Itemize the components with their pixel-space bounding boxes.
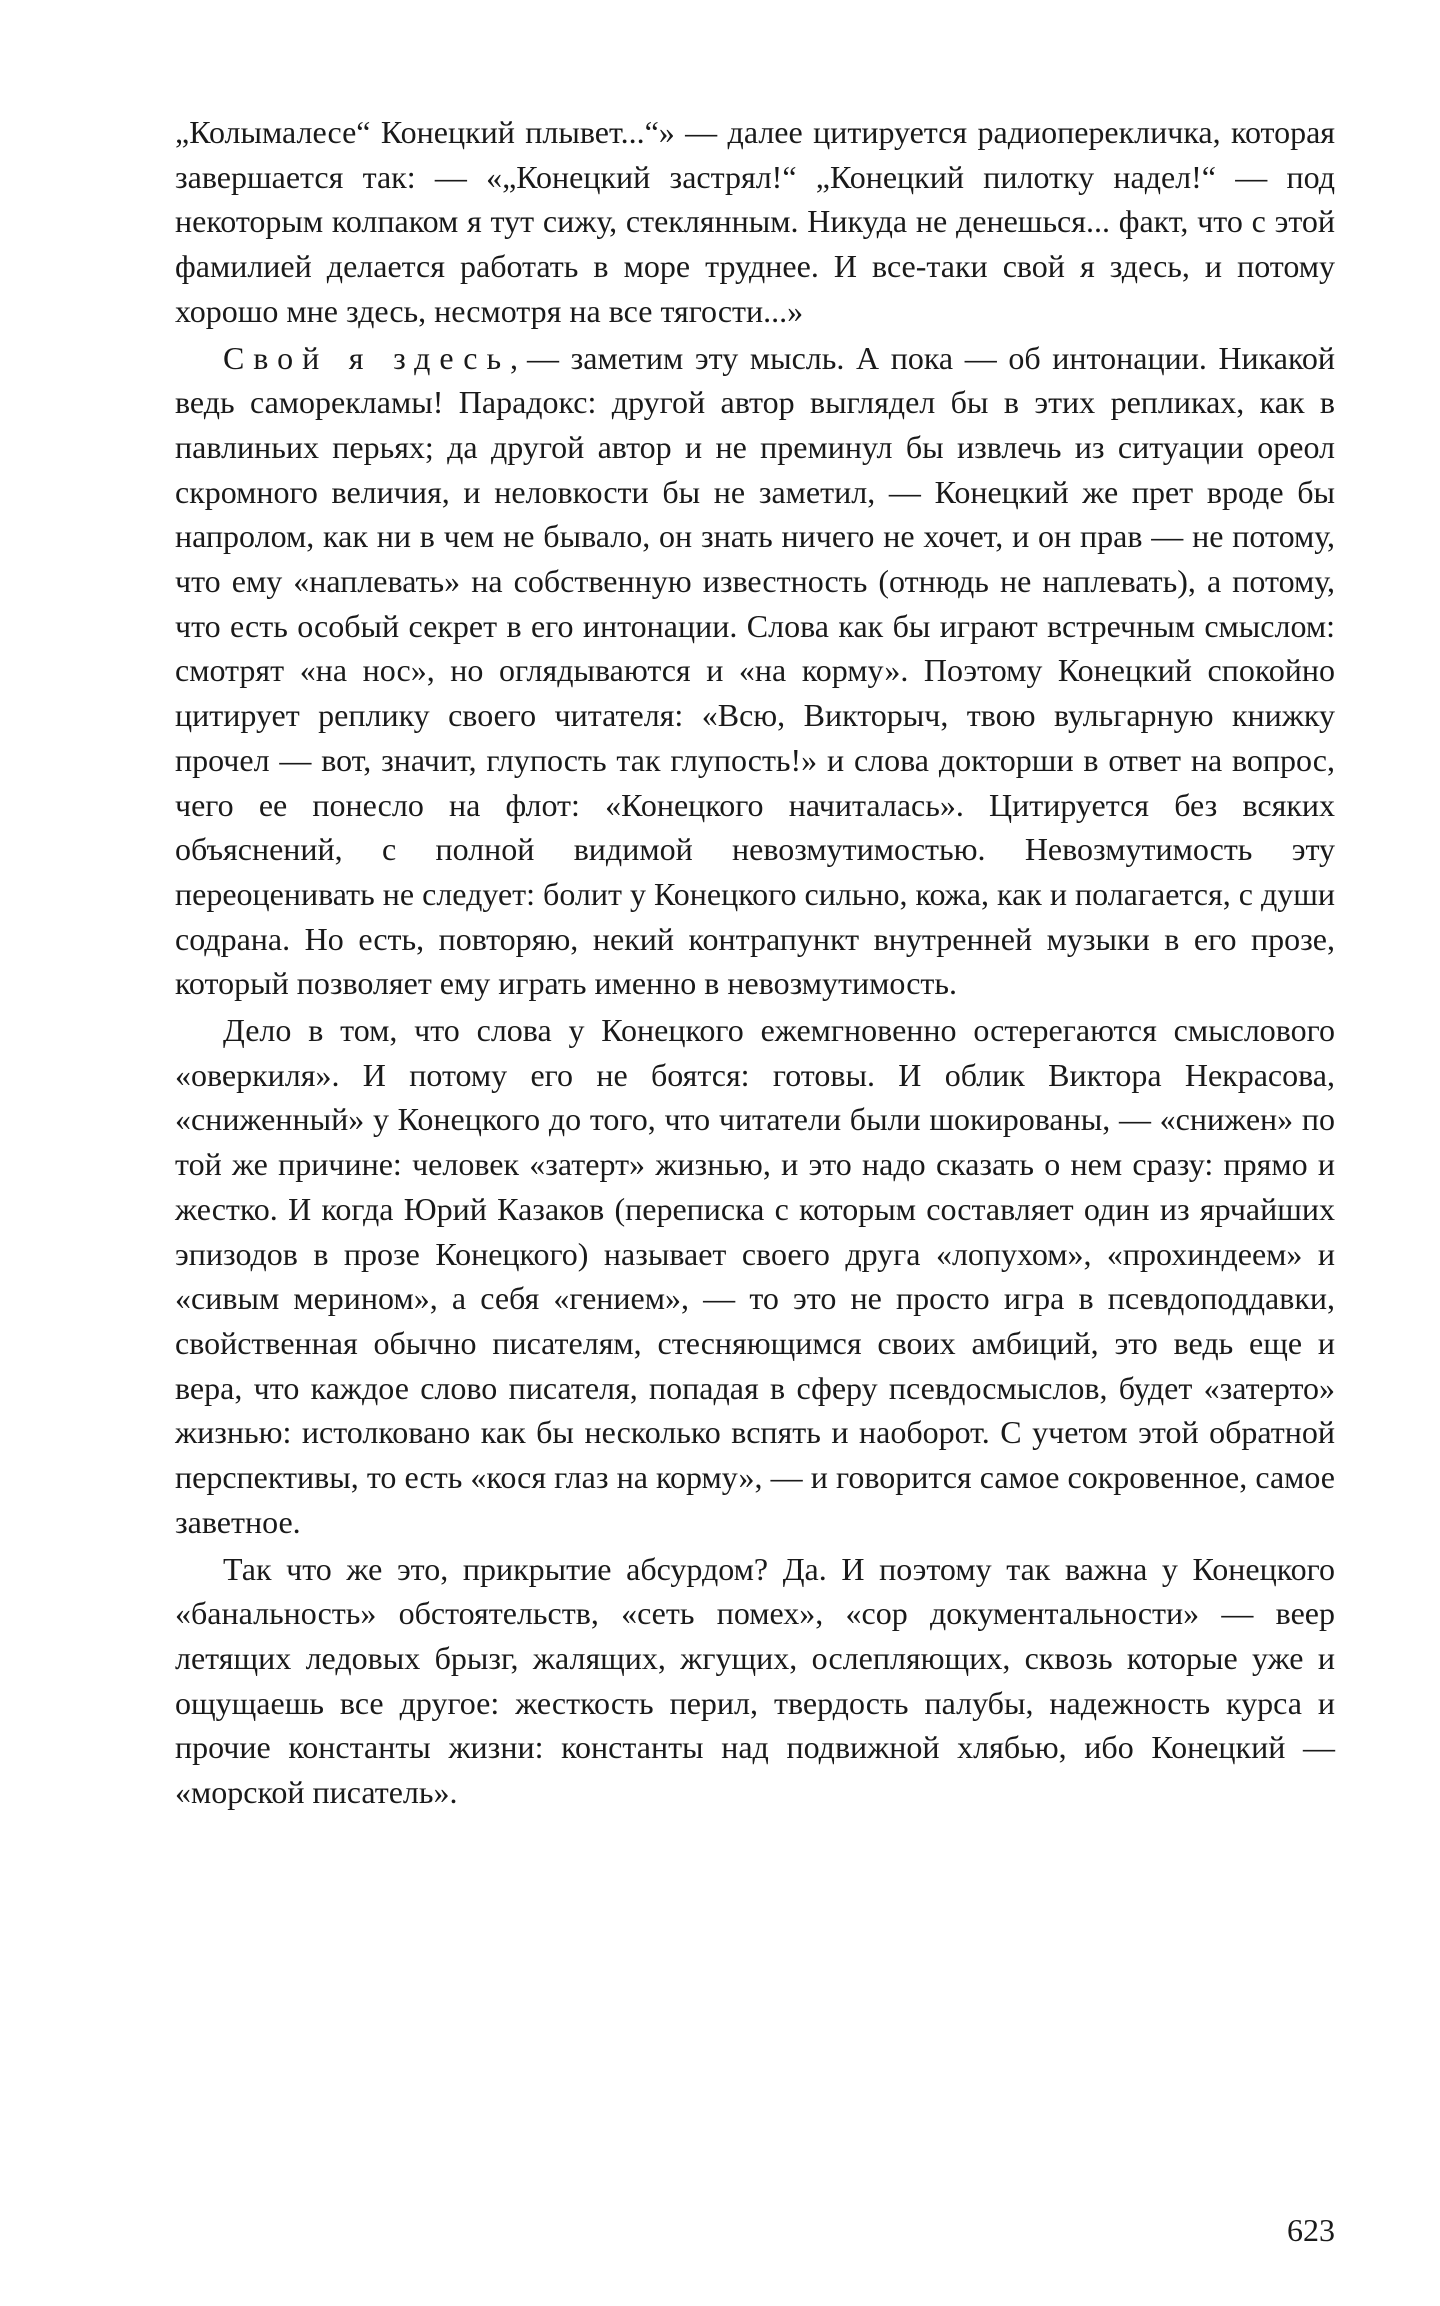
paragraph-1: „Колымалесе“ Конецкий плывет...“» — далее цитируется радиоперекличка, которая завершается так: — «„Конецкий застрял!“ „Конецкий пилотку надел!“ — под некоторым колпаком я тут сижу, стеклянным. Никуда не денешься... факт, что с этой фамилией делается работать в море труднее. И все-таки свой я здесь, и потому хорошо мне здесь, несмотря на все тягости...»: [175, 114, 1335, 329]
emphasized-phrase: Свой я здесь,: [223, 339, 527, 376]
page-number: 623: [1287, 2212, 1335, 2248]
paragraph-2: [175, 336, 1335, 1007]
paragraph-4: Так что же это, прикрытие абсурдом? Да. И поэтому так важна у Конецкого «банальность» обстоятельств, «сеть помех», «сор документальности» — веер летящих ледовых брызг, жалящих, жгущих, ослепляющих, сквозь которые уже и ощущаешь все другое: жесткость перил, твердость палубы, надежность курса и прочие константы жизни: константы над подвижной хлябью, ибо Конецкий — «морской писатель».: [175, 1550, 1335, 1811]
book-page: [175, 110, 1335, 2250]
paragraph-3: Дело в том, что слова у Конецкого ежемгновенно остерегаются смыслового «оверкиля». И потому его не боятся: готовы. И облик Виктора Некрасова, «сниженный» у Конецкого до того, что читатели были шокированы, — «снижен» по той же причине: человек «затерт» жизнью, и это надо сказать о нем сразу: прямо и жестко. И когда Юрий Казаков (переписка с которым составляет один из ярчайших эпизодов в прозе Конецкого) называет своего друга «лопухом», «прохиндеем» и «сивым мерином», а себя «гением», — то это не просто игра в псевдоподдавки, свойственная обычно писателям, стесняющимся своих амбиций, это ведь еще и вера, что каждое слово писателя, попадая в сферу псевдосмыслов, будет «затерто» жизнью: истолковано как бы несколько вспять и наоборот. С учетом этой обратной перспективы, то есть «кося глаз на корму», — и говорится самое сокровенное, самое заветное.: [175, 1012, 1335, 1540]
paragraph-2-text: — заметим эту мысль. А пока — об интонации. Никакой ведь саморекламы! Парадокс: другой автор выглядел бы в этих репликах, как в павлиньих перьях; да другой автор и не преминул бы извлечь из ситуации ореол скромного величия, и неловкости бы не заметил, — Конецкий же прет вроде бы напролом, как ни в чем не бывало, он знать ничего не хочет, и он прав — не потому, что ему «наплевать» на собственную известность (отнюдь не наплевать), а потому, что есть особый секрет в его интонации. Слова как бы играют встречным смыслом: смотрят «на нос», но оглядываются и «на корму». Поэтому Конецкий спокойно цитирует реплику своего читателя: «Всю, Викторыч, твою вульгарную книжку прочел — вот, значит, глупость так глупость!» и слова докторши в ответ на вопрос, чего ее понесло на флот: «Конецкого начиталась». Цитируется без всяких объяснений, с полной видимой невозмутимостью. Невозмутимость эту переоценивать не следует: болит у Конецкого сильно, кожа, как и полагается, с души содрана. Но есть, повторяю, некий контрапункт внутренней музыки в его прозе, который позволяет ему играть именно в невозмутимость.: [175, 339, 1335, 1002]
